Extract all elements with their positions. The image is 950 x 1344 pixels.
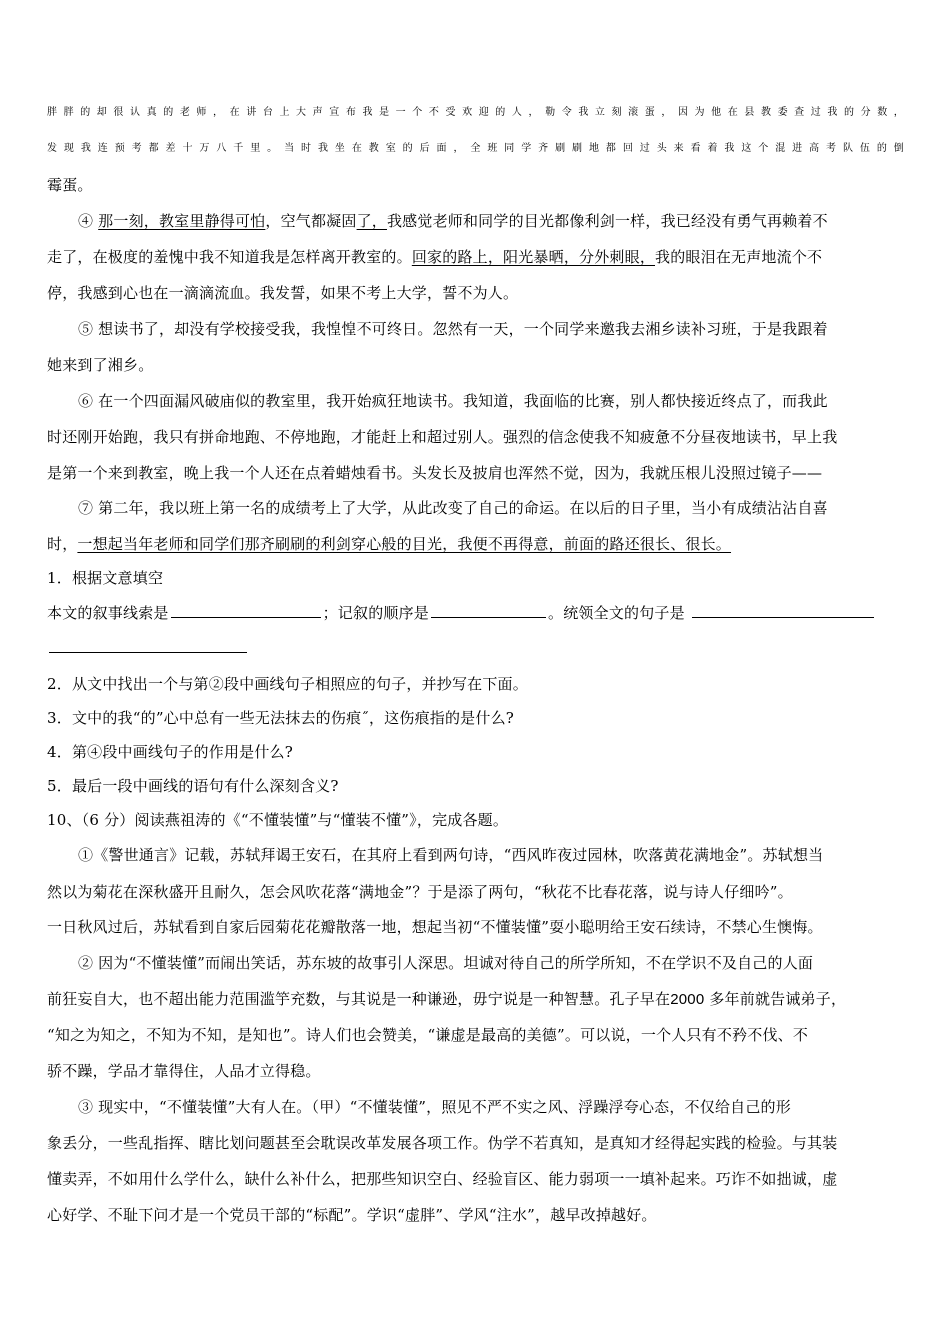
para-4-line-2-a: 走了，在极度的羞愧中我不知道我是怎样离开教室的。 xyxy=(47,248,412,266)
para-5-line-1: ⑤ 想读书了，却没有学校接受我，我惶惶不可终日。忽然有一天，一个同学来邀我去湘乡读补习班，于是我跟着 xyxy=(78,320,828,338)
para-7-underline: 一想起当年老师和同学们那齐刷刷的利剑穿心般的目光，我便不再得意，前面的路还很长、很长。 xyxy=(77,535,732,553)
question-1-fill-line-2 xyxy=(47,638,249,658)
para-1-line-2: 发现我连预考都差十万八千里。当时我坐在教室的后面，全班同学齐刷刷地都回过头来看着我这个混进高考队伍的倒 xyxy=(47,143,904,154)
question-2: 2．从文中找出一个与第②段中画线句子相照应的句子，并抄写在下面。 xyxy=(47,675,528,693)
question-1: 1．根据文意填空 xyxy=(47,569,164,587)
para-4-line-1 xyxy=(78,211,828,231)
question-1-order-label: ；记叙的顺序是 xyxy=(322,604,430,622)
para-4-number: ④ xyxy=(78,212,94,230)
q10-para-2-line-3: “知之为知之，不知为不知，是知也”。诗人们也会赞美，“谦虚是最高的美德”。可以说，一个人只有不矜不伐、不 xyxy=(47,1026,809,1044)
para-7-line-1: ⑦ 第二年，我以班上第一名的成绩考上了大学，从此改变了自己的命运。在以后的日子里，当小有成绩沾沾自喜 xyxy=(78,499,828,517)
para-1-line-1: 胖胖的却很认真的老师，在讲台上大声宣布我是一个不受欢迎的人，勒令我立刻滚蛋，因为他在县教委查过我的分数， xyxy=(47,107,904,118)
para-4-line-2 xyxy=(47,247,822,267)
q10-para-1-line-2: 然以为菊花在深秋盛开且耐久，怎会风吹花落“满地金”？于是添了两句，“秋花不比春花落，说与诗人仔细吟”。 xyxy=(47,883,793,901)
q10-para-2-line-4: 骄不躁，学品才靠得住，人品才立得稳。 xyxy=(47,1062,321,1080)
para-4-text-2: 我感觉老师和同学的目光都像利剑一样，我已经没有勇气再赖着不 xyxy=(386,212,828,230)
para-1-line-3: 霉蛋。 xyxy=(47,176,93,194)
question-4: 4．第④段中画线句子的作用是什么? xyxy=(47,743,293,761)
para-4-line-2-underline: 回家的路上，阳光暴晒，分外刺眼， xyxy=(411,248,656,266)
q10-para-3-line-2: 象丢分，一些乱指挥、瞎比划问题甚至会耽误改革发展各项工作。伪学不若真知，是真知才经得起实践的检验。与其装 xyxy=(47,1134,838,1152)
para-4-line-2-b: 我的眼泪在无声地流个不 xyxy=(655,248,823,266)
para-6-line-1: ⑥ 在一个四面漏风破庙似的教室里，我开始疯狂地读书。我知道，我面临的比赛，别人都快接近终点了，而我此 xyxy=(78,392,828,410)
para-4-text-1: ，空气都凝固 xyxy=(265,212,357,230)
q10-para-2-line-2-a: 前狂妄自大，也不超出能力范围滥竽充数，与其说是一种谦逊，毋宁说是一种智慧。孔子早在 xyxy=(47,990,671,1008)
q10-para-3-line-3: 懂卖弄，不如用什么学什么，缺什么补什么，把那些知识空白、经验盲区、能力弱项一一填补起来。巧诈不如拙诚，虚 xyxy=(47,1170,838,1188)
para-6-line-3: 是第一个来到教室，晚上我一个人还在点着蜡烛看书。头发长及披肩也浑然不觉，因为，我就压根儿没照过镜子—— xyxy=(47,464,823,482)
q10-para-2-line-2-b: 多年前就告诫弟子， xyxy=(704,990,847,1008)
para-7-line-2-a: 时， xyxy=(47,535,78,553)
q10-para-2-year-number: 2000 xyxy=(670,991,705,1008)
q10-para-2-line-1: ② 因为“不懂装懂”而闹出笑话，苏东坡的故事引人深思。坦诚对待自己的所学所知，不在学识不及自己的人面 xyxy=(78,954,814,972)
question-3: 3．文中的我“的”心中总有一些无法抹去的伤痕˝，这伤痕指的是什么? xyxy=(47,709,515,727)
para-7-line-2 xyxy=(47,534,731,554)
question-1-fill-line xyxy=(47,603,876,623)
answer-blank-clue[interactable] xyxy=(171,603,321,618)
para-5-line-2: 她来到了湘乡。 xyxy=(47,356,154,374)
answer-blank-summary-continued[interactable] xyxy=(49,638,247,653)
answer-blank-summary[interactable] xyxy=(692,603,874,618)
question-1-summary-label: 。统领全文的句子是 xyxy=(548,604,685,622)
question-5: 5．最后一段中画线的语句有什么深刻含义? xyxy=(47,777,339,795)
question-1-clue-label: 本文的叙事线索是 xyxy=(47,604,169,622)
q10-para-2-line-2 xyxy=(47,989,846,1010)
q10-para-1-line-3: 一日秋风过后，苏轼看到自家后园菊花花瓣散落一地，想起当初“不懂装懂”耍小聪明给王安石续诗，不禁心生懊悔。 xyxy=(47,918,823,936)
para-6-line-2: 时还刚开始跑，我只有拼命地跑、不停地跑，才能赶上和超过别人。强烈的信念使我不知疲惫不分昼夜地读书，早上我 xyxy=(47,428,838,446)
q10-para-3-line-4: 心好学、不耻下问才是一个党员干部的“标配”。学识“虚胖”、学风“注水”，越早改掉越好。 xyxy=(47,1206,657,1224)
q10-para-1-line-1: ①《警世通言》记载，苏轼拜谒王安石，在其府上看到两句诗，“西风昨夜过园林，吹落黄花满地金”。苏轼想当 xyxy=(78,846,824,864)
question-10-header: 10、（6 分）阅读燕祖涛的《“不懂装懂”与“懂装不懂”》，完成各题。 xyxy=(47,811,509,829)
q10-para-3-line-1: ③ 现实中，“不懂装懂”大有人在。（甲）“不懂装懂”，照见不严不实之风、浮躁浮夸心态，不仅给自己的形 xyxy=(78,1098,791,1116)
answer-blank-order[interactable] xyxy=(431,603,546,618)
para-4-underline-2: 了， xyxy=(356,212,387,230)
para-4-underline-1: 那一刻，教室里静得可怕 xyxy=(98,212,266,230)
para-4-line-3: 停，我感到心也在一滴滴流血。我发誓，如果不考上大学，誓不为人。 xyxy=(47,284,519,302)
